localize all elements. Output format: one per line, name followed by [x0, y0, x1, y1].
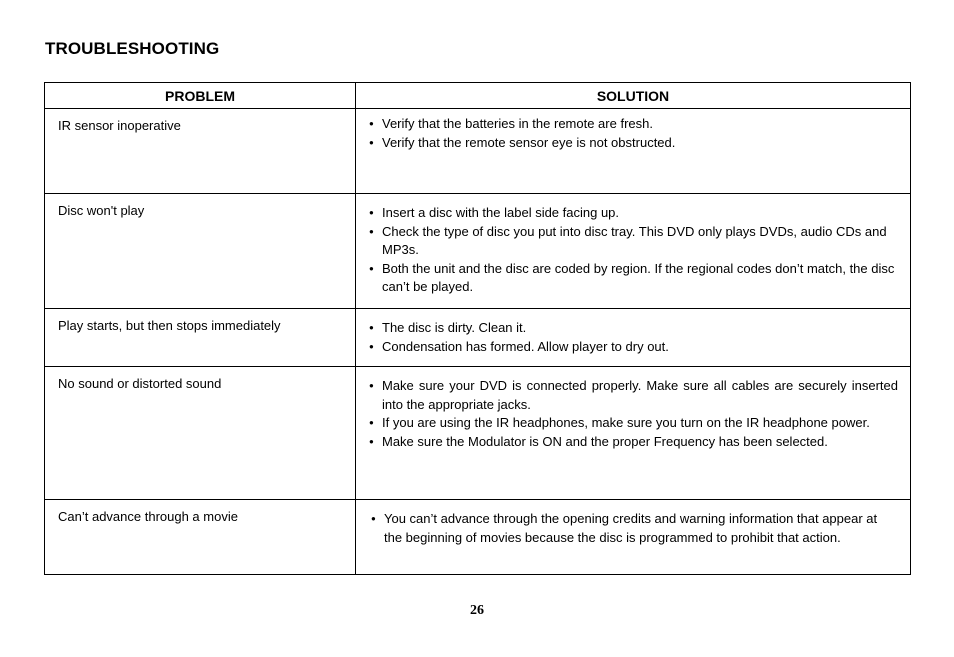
solution-item: ● Verify that the remote sensor eye is not obstructed. [369, 134, 898, 153]
table-row [45, 500, 911, 575]
solution-item: ● Check the type of disc you put into disc tray. This DVD only plays DVDs, audio CDs and MP3s. [369, 223, 898, 260]
problem-text: IR sensor inoperative [58, 118, 181, 133]
problem-cell [45, 367, 356, 500]
solution-cell [356, 367, 911, 500]
solution-item: ● Insert a disc with the label side facing up. [369, 204, 898, 223]
solution-list [356, 500, 910, 547]
problem-cell [45, 194, 356, 309]
solution-item: ● The disc is dirty. Clean it. [369, 319, 898, 338]
problem-text: Disc won't play [58, 203, 145, 218]
solution-list [356, 109, 910, 152]
problem-text: No sound or distorted sound [58, 376, 222, 391]
solution-item: ● Both the unit and the disc are coded by region. If the regional codes don’t match, the disc can’t be played. [369, 260, 898, 297]
table-row [45, 309, 911, 367]
problem-text: Can’t advance through a movie [58, 509, 238, 524]
solution-cell [356, 500, 911, 575]
problem-column-header: PROBLEM [45, 83, 356, 109]
solution-item: ● Verify that the batteries in the remote are fresh. [369, 115, 898, 134]
problem-cell [45, 309, 356, 367]
table-row [45, 194, 911, 309]
solution-item: ● If you are using the IR headphones, make sure you turn on the IR headphone power. [369, 414, 898, 433]
solution-list [356, 367, 910, 451]
problem-cell [45, 109, 356, 194]
troubleshooting-table [44, 82, 911, 575]
solution-cell [356, 309, 911, 367]
table-header-row [45, 83, 911, 109]
solution-cell [356, 194, 911, 309]
solution-list [356, 309, 910, 356]
solution-item: ● You can’t advance through the opening credits and warning information that appear at the beginning of movies because the disc is programmed to prohibit that action. [371, 510, 898, 547]
solution-cell [356, 109, 911, 194]
solution-item: ● Make sure the Modulator is ON and the proper Frequency has been selected. [369, 433, 898, 452]
table-row [45, 367, 911, 500]
solution-item: ● Make sure your DVD is connected properly. Make sure all cables are securely inserted into the appropriate jacks. [369, 377, 898, 414]
solution-item: ● Condensation has formed. Allow player to dry out. [369, 338, 898, 357]
problem-text: Play starts, but then stops immediately [58, 318, 281, 333]
page-number: 26 [470, 603, 484, 618]
page-title: TROUBLESHOOTING [45, 39, 220, 58]
problem-cell [45, 500, 356, 575]
solution-list [356, 194, 910, 297]
table-row [45, 109, 911, 194]
solution-column-header: SOLUTION [356, 83, 911, 109]
